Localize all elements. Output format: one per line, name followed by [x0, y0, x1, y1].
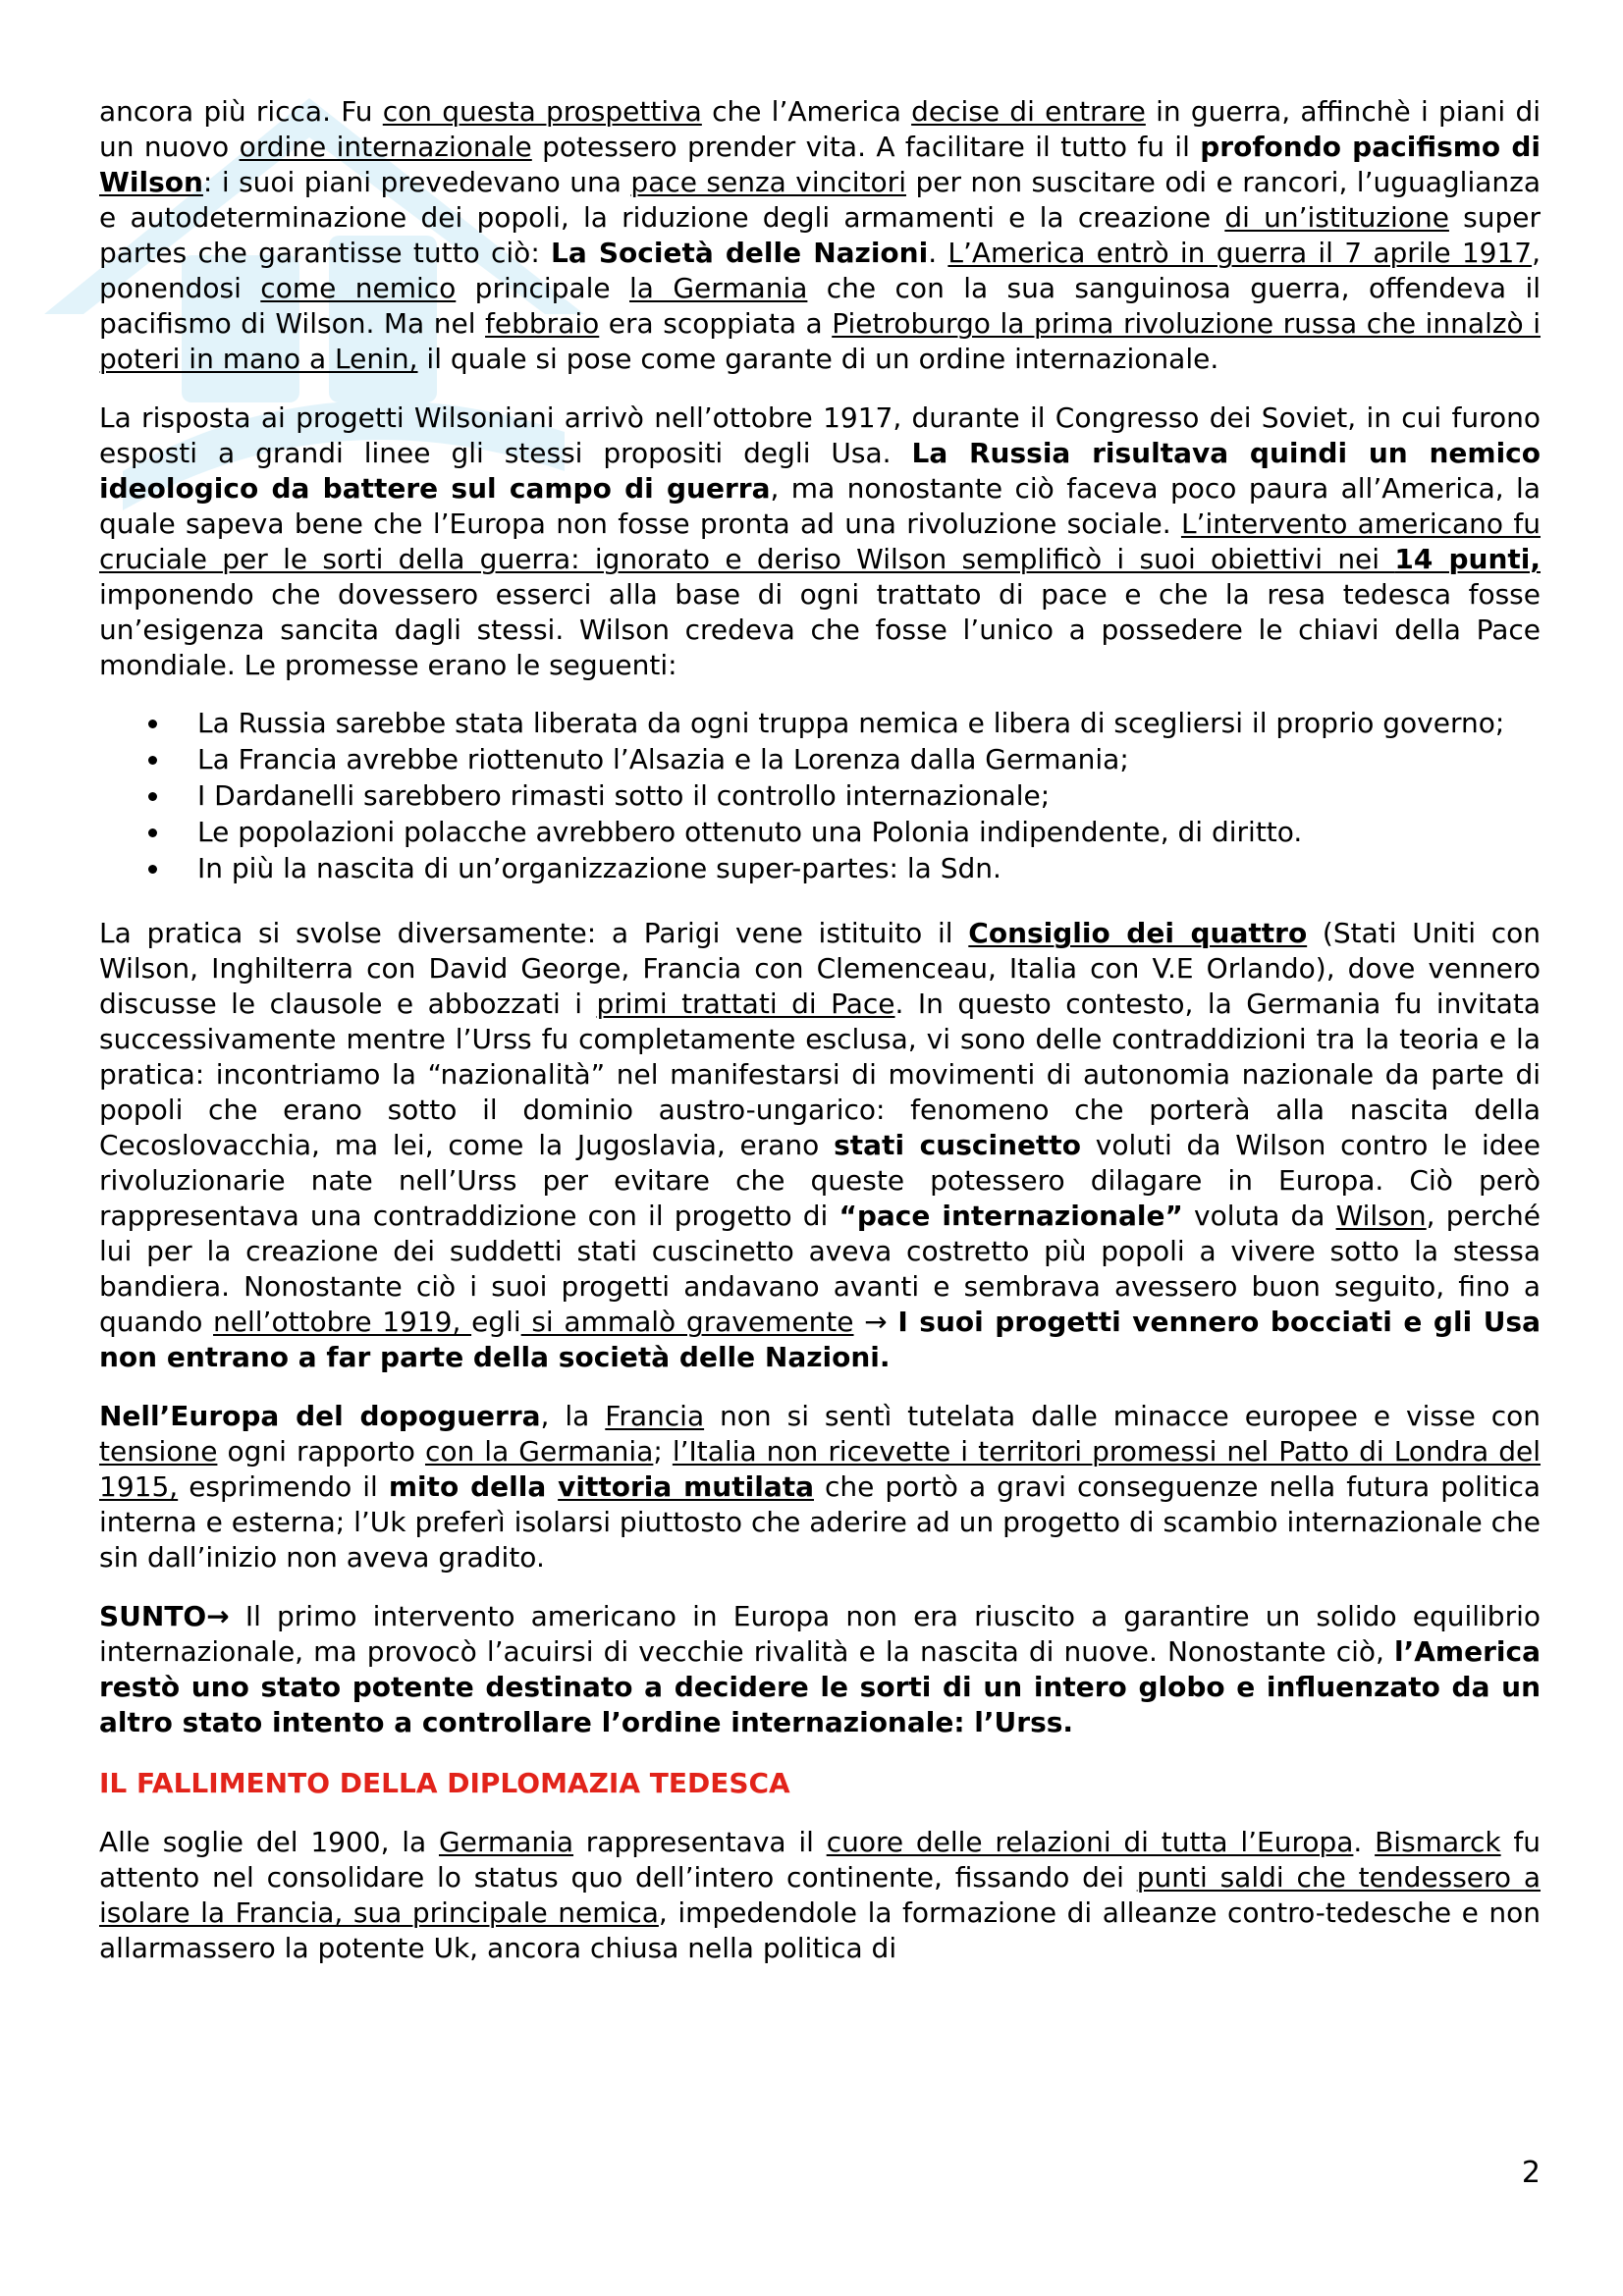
text-run: : i suoi piani prevedevano una: [202, 166, 631, 198]
text-run: Alle soglie del 1900, la: [99, 1826, 439, 1858]
text-run: voluta da: [1182, 1200, 1336, 1232]
text-run: Consiglio dei quattro: [968, 917, 1308, 949]
text-run: Pietroburgo la prima rivoluzione russa che innalzò i poteri in mano a Lenin,: [99, 307, 1541, 375]
text-run: la Germania: [629, 272, 808, 304]
text-run: cuore delle relazioni di tutta l’Europa: [826, 1826, 1354, 1858]
text-run: SUNTO→: [99, 1600, 230, 1632]
list-item: In più la nascita di un’organizzazione super-partes: la Sdn.: [99, 850, 1541, 886]
text-run: ogni rapporto: [217, 1435, 425, 1468]
text-run: vittoria mutilata: [558, 1470, 814, 1503]
text-run: in guerra, affinchè i piani di un nuovo: [99, 95, 1541, 163]
text-run: non si sentì tutelata dalle minacce europee e visse con: [704, 1400, 1542, 1432]
text-run: , ponendosi: [99, 237, 1541, 304]
paragraph-summary: [99, 1599, 1541, 1740]
text-run: il quale si pose come garante di un ordine internazionale.: [417, 343, 1219, 375]
text-run: esprimendo il: [178, 1470, 389, 1503]
text-run: potessero prender vita. A facilitare il tutto fu il: [531, 131, 1201, 163]
text-run: La Russia risultava quindi un nemico ideologico da battere sul campo di guerra: [99, 437, 1542, 505]
text-run: super partes che garantisse tutto ciò:: [99, 201, 1541, 269]
text-run: Bismarck: [1375, 1826, 1501, 1858]
text-run: imponendo che dovessero esserci alla base di ogni trattato di pace e che la resa tedesca fosse un’esigenza sancita dagli stessi. Wilson credeva che fosse l’unico a possedere le chiavi della Pace mondiale. Le promesse erano le seguenti:: [99, 578, 1541, 681]
promises-list: [99, 705, 1541, 886]
text-run: , perché lui per la creazione dei suddetti stati cuscinetto aveva costretto più popoli a vivere sotto la stessa bandiera. Nonostante ciò i suoi progetti andavano avanti e sembrava avessero buon seguito, fino a quando: [99, 1200, 1541, 1338]
text-run: Francia: [605, 1400, 705, 1432]
list-item: Le popolazioni polacche avrebbero ottenuto una Polonia indipendente, di diritto.: [99, 814, 1541, 850]
text-run: La pratica si svolse diversamente: a Parigi vene istituito il: [99, 917, 969, 949]
text-run: fu attento nel consolidare lo status quo dell’intero continente, fissando dei: [99, 1826, 1541, 1894]
text-run: , impedendole la formazione di alleanze contro-tedesche e non allarmassero la potente Uk, ancora chiusa nella politica di: [99, 1896, 1541, 1964]
text-run: egli: [471, 1306, 521, 1338]
text-run: 14 punti,: [1394, 543, 1541, 575]
list-item: La Russia sarebbe stata liberata da ogni truppa nemica e libera di scegliersi il proprio governo;: [99, 705, 1541, 741]
text-run: che portò a gravi conseguenze nella futura politica interna e esterna; l’Uk preferì isolarsi piuttosto che aderire ad un progetto di scambio internazionale che sin dall’inizio non aveva gradito.: [99, 1470, 1541, 1574]
text-run: principale: [456, 272, 629, 304]
text-run: che con la sua sanguinosa guerra, offendeva il pacifismo di Wilson. Ma nel: [99, 272, 1542, 340]
text-run: con questa prospettiva: [382, 95, 702, 128]
text-run: era scoppiata a: [599, 307, 833, 340]
text-run: ;: [653, 1435, 673, 1468]
text-run: L’intervento americano fu cruciale per le sorti della guerra: ignorato e deriso Wilson semplificò i suoi obiettivi nei: [99, 507, 1541, 575]
text-run: nell’ottobre 1919,: [213, 1306, 472, 1338]
paragraph-council-of-four: [99, 916, 1541, 1375]
text-run: I suoi progetti vennero bocciati e gli Usa non entrano a far parte della società delle Nazioni.: [99, 1306, 1541, 1373]
text-run: (Stati Uniti con Wilson, Inghilterra con David George, Francia con Clemenceau, Italia con V.E Orlando), dove vennero discusse le clausole e abbozzati i: [99, 917, 1541, 1020]
text-run: ordine internazionale: [239, 131, 532, 163]
text-run: , la: [540, 1400, 606, 1432]
text-run: La Società delle Nazioni: [551, 237, 929, 269]
text-run: come nemico: [260, 272, 457, 304]
text-run: di un’istituzione: [1224, 201, 1449, 234]
document-page: [99, 94, 1541, 1966]
paragraph-german-diplomacy: [99, 1825, 1541, 1966]
text-run: pace senza vincitori: [630, 166, 906, 198]
text-run: Wilson: [1335, 1200, 1427, 1232]
text-run: voluti da Wilson contro le idee rivoluzionarie nate nell’Urss per evitare che queste potessero dilagare in Europa. Ciò però rappresentava una contraddizione con il progetto di: [99, 1129, 1542, 1232]
paragraph-soviet-response: [99, 400, 1541, 683]
section-title: IL FALLIMENTO DELLA DIPLOMAZIA TEDESCA: [99, 1767, 790, 1799]
text-run: l’Italia non ricevette i territori promessi nel Patto di Londra del 1915,: [99, 1435, 1541, 1503]
text-run: “pace internazionale”: [839, 1200, 1183, 1232]
text-run: .: [1353, 1826, 1376, 1858]
text-run: . In questo contesto, la Germania fu invitata successivamente mentre l’Urss fu completamente esclusa, vi sono delle contraddizioni tra la teoria e la pratica: incontriamo la “nazionalità” nel manifestarsi di movimenti di autonomia nazionale da parte di popoli che erano sotto il dominio austro-ungarico: fenomeno che porterà alla nascita della Cecoslovacchia, ma lei, come la Jugoslavia, erano: [99, 988, 1541, 1161]
text-run: decise di entrare: [911, 95, 1146, 128]
text-run: primi trattati di Pace: [596, 988, 895, 1020]
text-run: per non suscitare odi e rancori, l’uguaglianza e autodeterminazione dei popoli, la riduzione degli armamenti e la creazione: [99, 166, 1542, 234]
text-run: che l’America: [701, 95, 912, 128]
text-run: rappresentava il: [573, 1826, 827, 1858]
text-run: stati cuscinetto: [834, 1129, 1081, 1161]
text-run: febbraio: [485, 307, 600, 340]
text-run: l’America restò uno stato potente destinato a decidere le sorti di un intero globo e influenzato da un altro stato intento a controllare l’ordine internazionale: l’Urss.: [99, 1635, 1541, 1738]
paragraph-postwar-europe: [99, 1399, 1541, 1575]
list-item: La Francia avrebbe riottenuto l’Alsazia e la Lorenza dalla Germania;: [99, 741, 1541, 777]
text-run: tensione: [99, 1435, 218, 1468]
text-run: .: [928, 237, 948, 269]
text-run: →: [853, 1306, 898, 1338]
text-run: Nell’Europa del dopoguerra: [99, 1400, 541, 1432]
text-run: punti saldi che tendessero a isolare la Francia, sua principale nemica: [99, 1861, 1542, 1929]
paragraph-wilson-plans: [99, 94, 1541, 377]
text-run: mito della: [388, 1470, 559, 1503]
text-run: L’America entrò in guerra il 7 aprile 1917: [947, 237, 1533, 269]
text-run: si ammalò gravemente: [520, 1306, 854, 1338]
text-run: Wilson: [99, 166, 203, 198]
text-run: Il primo intervento americano in Europa non era riuscito a garantire un solido equilibrio internazionale, ma provocò l’acuirsi di vecchie rivalità e la nascita di nuove. Nonostante ciò,: [99, 1600, 1541, 1668]
text-run: profondo pacifismo di: [1200, 131, 1542, 163]
page-number: 2: [1521, 2156, 1541, 2190]
list-item: I Dardanelli sarebbero rimasti sotto il controllo internazionale;: [99, 777, 1541, 814]
text-run: ancora più ricca. Fu: [99, 95, 383, 128]
text-run: , ma nonostante ciò faceva poco paura all’America, la quale sapeva bene che l’Europa non fosse pronta ad una rivoluzione sociale.: [99, 472, 1541, 540]
text-run: Germania: [438, 1826, 574, 1858]
text-run: con la Germania: [424, 1435, 654, 1468]
text-run: La risposta ai progetti Wilsoniani arrivò nell’ottobre 1917, durante il Congresso dei Soviet, in cui furono esposti a grandi linee gli stessi propositi degli Usa.: [99, 401, 1541, 469]
